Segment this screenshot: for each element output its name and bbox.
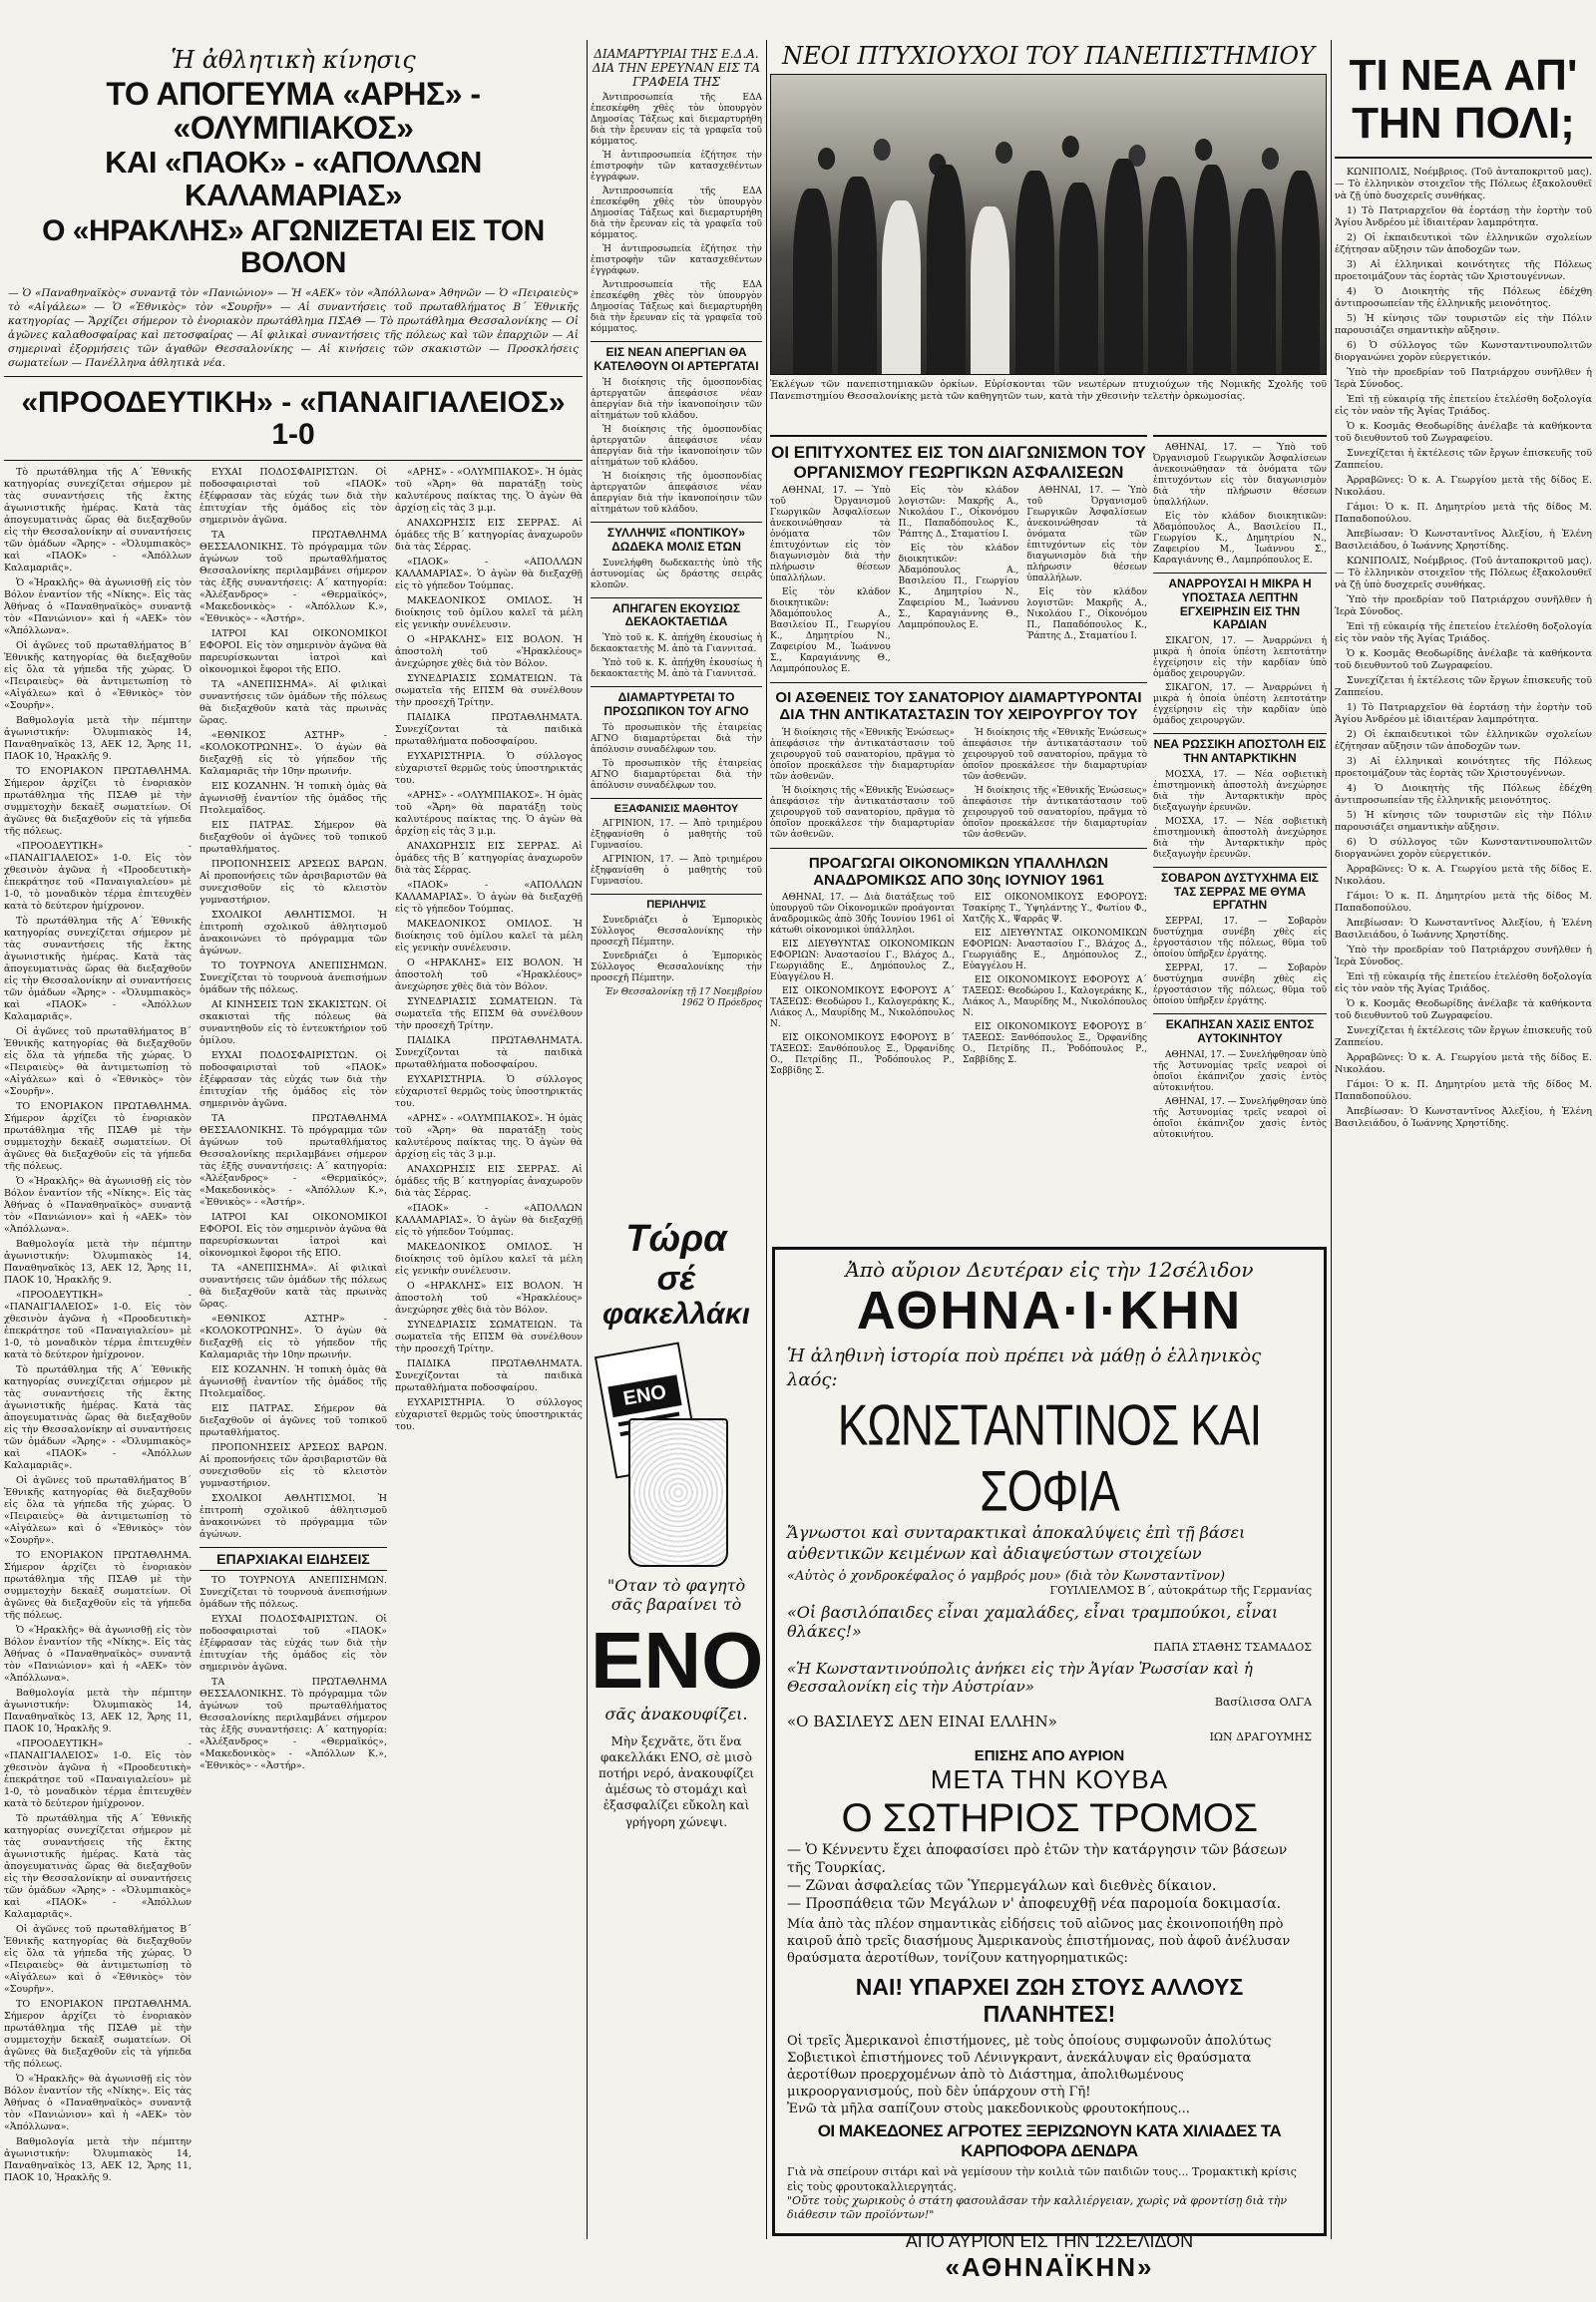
sports-paragraph: Οἱ ἀγῶνες τοῦ πρωταθλήματος Β΄ Ἐθνικῆς κατηγορίας θὰ διεξαχθοῦν εἰς ὅλα τὰ γήπεδα τῆς χώρας. Ὁ «Πειραιεὺς» θὰ ἀντιμετωπίσῃ τὸ «Αἰγάλεω» καὶ ὁ «Ἐθνικὸς» τὸν «Σουρῆν». [4,1475,192,1547]
notice-body: Συνεδριάζει ὁ Ἐμπορικὸς Σύλλογος Θεσσαλονίκης τὴν προσεχῆ Πέμπτην. [591,952,762,984]
promotions-paragraph: ΕΙΣ ΔΙΕΥΘΥΝΤΑΣ ΟΙΚΟΝΟΜΙΚΩΝ ΕΦΟΡΙΩΝ: Ἀναστασίου Γ., Βλάχος Δ., Γεωργιάδης Ε., Δημόπουλος Ζ., Εὐαγγέλου Η. [770,940,955,983]
sanatorium-paragraph: Ἡ διοίκησις τῆς «Ἐθνικῆς Ἑνώσεως» ἀπεφάσισε τὴν ἀντικατάστασιν τοῦ χειρουργοῦ τοῦ σανατορίου, πρᾶγμα τὸ ὁποῖον προεκάλεσε τὴν διαμαρτυρίαν τῶν ἀσθενῶν. [963,785,1147,840]
sports-paragraph: ΣΥΝΕΔΡΙΑΣΙΣ ΣΩΜΑΤΕΙΩΝ. Τὰ σωματεῖα τῆς ΕΠΣΜ θὰ συνέλθουν τὴν προσεχῆ Τρίτην. [395,1320,583,1355]
athinaiki-bottom-paper: «ΑΘΗΝΑΪΚΗΝ» [945,2251,1154,2282]
city-paragraph: Ἐπὶ τῇ εὐκαιρίᾳ τῆς ἐπετείου ἐτελέσθη δοξολογία εἰς τὸν ναὸν τῆς Ἁγίας Τριάδος. [1335,394,1592,418]
sanatorium-paragraph: Ἡ διοίκησις τῆς «Ἐθνικῆς Ἑνώσεως» ἀπεφάσισε τὴν ἀντικατάστασιν τοῦ χειρουργοῦ τοῦ σανατορίου, πρᾶγμα τὸ ὁποῖον προεκάλεσε τὴν διαμαρτυρίαν τῶν ἀσθενῶν. [770,785,955,840]
protest-paragraph: Ἀντιπροσωπεία τῆς ΕΔΑ ἐπεσκέφθη χθὲς τὸν ὑπουργὸν Δημοσίας Τάξεως καὶ διεμαρτυρήθη διὰ τὴν ἔρευναν εἰς τὰ γραφεῖα τοῦ κόμματος. [591,187,762,241]
glass-icon [628,1418,728,1567]
sanatorium-paragraph: Ἡ διοίκησις τῆς «Ἐθνικῆς Ἑνώσεως» ἀπεφάσισε τὴν ἀντικατάστασιν τοῦ χειρουργοῦ τοῦ σανατορίου, πρᾶγμα τὸ ὁποῖον προεκάλεσε τὴν διαμαρτυρίαν τῶν ἀσθενῶν. [770,727,955,782]
insurance-paragraph: Εἰς τὸν κλάδον λογιστῶν: Μακρῆς Α., Νικολάου Γ., Οἰκονόμου Π., Παπαδόπουλος Κ., Ῥάπτης Δ., Σταματίου Ι. [1026,587,1148,642]
missing-student-title: ΕΞΑΦΑΝΙΣΙΣ ΜΑΘΗΤΟΥ [591,798,762,816]
sports-paragraph: ΑΝΑΧΩΡΗΣΙΣ ΕΙΣ ΣΕΡΡΑΣ. Αἱ ὁμάδες τῆς Β΄ κατηγορίας ἀναχωροῦν διὰ τὰς Σέρρας. [395,1164,583,1200]
graduates-section [770,42,1327,433]
promotions-paragraph: ΕΙΣ ΔΙΕΥΘΥΝΤΑΣ ΟΙΚΟΝΟΜΙΚΩΝ ΕΦΟΡΙΩΝ: Ἀναστασίου Γ., Βλάχος Δ., Γεωργιάδης Ε., Δημόπουλος Ζ., Εὐαγγέλου Η. [963,929,1147,972]
sports-paragraph: «ΠΡΟΟΔΕΥΤΙΚΗ» - «ΠΑΝΑΙΓΙΑΛΕΙΟΣ» 1-0. Εἰς τὸν χθεσινὸν ἀγῶνα ἡ «Προοδευτικὴ» ἐπεκράτησε τοῦ «Παναιγιαλείου» μὲ 1-0, τὸ μοναδικὸν τέρμα ἐπιτευχθὲν κατὰ τὸ δεύτερον ἡμίχρονον. [4,1290,192,1361]
insurance-paragraph: Εἰς τὸν κλάδον διοικητικῶν: Ἀδαμόπουλος Α., Βασιλείου Π., Γεωργίου Κ., Δημητρίου Ν., Ζαφειρίου Μ., Ἰωάννου Σ., Καραγιάννης Θ., Λαμπρόπουλος Ε. [898,544,1019,631]
sports-paragraph: Βαθμολογία μετὰ τὴν πέμπτην ἀγωνιστικήν: Ὀλυμπιακὸς 14, Παναθηναϊκὸς 13, ΑΕΚ 12, Ἄρης 11, ΠΑΟΚ 10, Ἡρακλῆς 9. [4,1239,192,1287]
athinaiki-quote-4: «Ο ΒΑΣΙΛΕΥΣ ΔΕΝ ΕΙΝΑΙ ΕΛΛΗΝ» [787,1712,1057,1730]
eno-small-text: Μὴν ξεχνᾶτε, ὅτι ἕνα φακελλάκι ENO, σὲ μισὸ ποτήρι νερό, ἀνακουφίζει ἀμέσως τὸ στομάχι καὶ ἐξασφαλίζει εὔκολη καὶ γρήγορη χώνεψι. [598,1733,754,1829]
sports-col-3 [395,467,583,2302]
car-title: ΕΚΑΠΗΣΑΝ ΧΑΣΙΣ ΕΝΤΟΣ ΑΥΤΟΚΙΝΗΤΟΥ [1153,1013,1327,1046]
protest-title: ΔΙΑΜΑΡΤΥΡΙΑΙ ΤΗΣ Ε.Δ.Α. ΔΙΑ ΤΗΝ ΕΡΕΥΝΑΝ ΕΙΣ ΤΑ ΓΡΑΦΕΙΑ ΤΗΣ [592,47,761,89]
athinaiki-terror-6: Ἐνῶ τὰ μῆλα σαπίζουν στοὺς μακεδονικοὺς φρουτοκήπους... [787,2101,1190,2116]
city-column-title: ΤΙ ΝΕΑ ΑΠ' ΤΗΝ ΠΟΛΙ; [1335,42,1592,159]
sports-paragraph: Τὸ πρωτάθλημα τῆς Α΄ Ἐθνικῆς κατηγορίας συνεχίζεται σήμερον μὲ τὰς συναντήσεις τῆς ἕκτης ἀγωνιστικῆς ἡμέρας. Κατὰ τὰς ἀπογευματινὰς ὥρας θὰ διεξαχθοῦν εἰς τὴν Θεσσαλονίκην αἱ συναντήσεις τῶν ὁμάδων «Ἄρης» - «Ὀλυμπιακὸς» καὶ «ΠΑΟΚ» - «Ἀπόλλων Καλαμαριᾶς». [4,1364,192,1472]
sports-paragraph: ΕΥΧΑΙ ΠΟΔΟΣΦΑΙΡΙΣΤΩΝ. Οἱ ποδοσφαιρισταὶ τοῦ «ΠΑΟΚ» ἐξέφρασαν τὰς εὐχάς των διὰ τὴν ἐπιτυχίαν τῆς ὁμάδος εἰς τὸν σημερινὸν ἀγῶνα. [200,1614,387,1674]
insurance-paragraph: ΑΘΗΝΑΙ, 17. — Ὑπὸ τοῦ Ὀργανισμοῦ Γεωργικῶν Ἀσφαλίσεων ἀνεκοινώθησαν τὰ ὀνόματα τῶν ἐπιτυχόντων εἰς τὸν διαγωνισμὸν διὰ τὴν πλήρωσιν θέσεων ὑπαλλήλων. [1153,443,1327,508]
city-paragraph: 2) Οἱ ἐκπαιδευτικοὶ τῶν ἑλληνικῶν σχολείων ἐζήτησαν αὔξησιν τῶν ἀποδοχῶν των. [1335,232,1592,256]
short-news-column [591,44,762,1211]
sports-columns [4,467,583,2302]
city-paragraph: ΚΩΝΙΠΟΛΙΣ, Νοέμβριος. (Τοῦ ἀνταποκριτοῦ μας). — Τὸ ἑλληνικὸν στοιχεῖον τῆς Πόλεως ἐξακολουθεῖ νὰ ζῇ ὑπὸ δυσχερεῖς συνθήκας. [1335,167,1592,202]
eno-slogan: "Οταν τὸ φαγητὸ σᾶς βαραίνει τὸ [606,1576,746,1615]
notice-title: ΠΕΡΙΛΗΨΙΣ [591,894,762,912]
sports-paragraph: Ὁ «Ἡρακλῆς» θὰ ἀγωνισθῇ εἰς τὸν Βόλον ἐναντίον τῆς «Νίκης». Εἰς τὰς Ἀθήνας ὁ «Παναθηναϊκὸς» συναντᾷ τὸν «Πανιώνιον» καὶ ἡ «ΑΕΚ» τὸν «Ἀπόλλωνα». [4,2074,192,2133]
city-paragraph: Συνεχίζεται ἡ ἐκτέλεσις τῶν ἔργων ἐπισκευῆς τοῦ Ζαππείου. [1335,448,1592,472]
sports-paragraph: Βαθμολογία μετὰ τὴν πέμπτην ἀγωνιστικήν: Ὀλυμπιακὸς 14, Παναθηναϊκὸς 13, ΑΕΚ 12, Ἄρης 11, ΠΑΟΚ 10, Ἡρακλῆς 9. [4,715,192,763]
sports-paragraph: ΜΑΚΕΔΟΝΙΚΟΣ ΟΜΙΛΟΣ. Ἡ διοίκησις τοῦ ὁμίλου καλεῖ τὰ μέλη εἰς γενικὴν συνέλευσιν. [395,1242,583,1278]
sports-paragraph: «ΑΡΗΣ» - «ΟΛΥΜΠΙΑΚΟΣ». Ἡ ὁμὰς τοῦ «Ἄρη» θὰ παρατάξῃ τοὺς καλυτέρους παίκτας της. Ὁ ἀγὼν θὰ ἀρχίσῃ εἰς τὰς 3 μ.μ. [395,467,583,515]
sports-paragraph: ΑΙ ΚΙΝΗΣΕΙΣ ΤΩΝ ΣΚΑΚΙΣΤΩΝ. Οἱ σκακισταὶ τῆς πόλεως θὰ συναντηθοῦν εἰς τὸ ἐντευκτήριον τοῦ ὁμίλου. [200,999,387,1047]
sports-paragraph: ΕΙΣ ΠΑΤΡΑΣ. Σήμερον θὰ διεξαχθοῦν οἱ ἀγῶνες τοῦ τοπικοῦ πρωταθλήματος. [200,1403,387,1439]
sports-paragraph: «ΕΘΝΙΚΟΣ ΑΣΤΗΡ» - «ΚΟΛΟΚΟΤΡΩΝΗΣ». Ὁ ἀγὼν θὰ διεξαχθῇ εἰς τὸ γήπεδον τῆς Καλαμαριᾶς τὴν 10ην πρωινήν. [200,1314,387,1361]
sports-paragraph: ΕΥΧΑΙ ΠΟΔΟΣΦΑΙΡΙΣΤΩΝ. Οἱ ποδοσφαιρισταὶ τοῦ «ΠΑΟΚ» ἐξέφρασαν τὰς εὐχάς των διὰ τὴν ἐπιτυχίαν τῆς ὁμάδος εἰς τὸν σημερινὸν ἀγῶνα. [200,467,387,527]
city-paragraph: Ἀρραβῶνες: Ὁ κ. Α. Γεωργίου μετὰ τῆς δίδος Ε. Νικολάου. [1335,1052,1592,1076]
promotions-paragraph: ΕΙΣ ΟΙΚΟΝΟΜΙΚΟΥΣ ΕΦΟΡΟΥΣ Α΄ ΤΑΞΕΩΣ: Θεοδώρου Ι., Καλογεράκης Κ., Λιάκος Λ., Μαυρίδης Μ., Νικολόπουλος Ν. [770,986,955,1030]
athinaiki-terror-7: Γιὰ νὰ σπείρουν σιτάρι καὶ νὰ γεμίσουν τὴν κοιλιὰ τῶν παιδιῶν τους... Τρομακτικὴ κρίσις εἰς τοὺς φρουτοκαλλιεργητάς. [787,2165,1297,2193]
sports-paragraph: Βαθμολογία μετὰ τὴν πέμπτην ἀγωνιστικήν: Ὀλυμπιακὸς 14, Παναθηναϊκὸς 13, ΑΕΚ 12, Ἄρης 11, ΠΑΟΚ 10, Ἡρακλῆς 9. [4,1688,192,1735]
car-body: ΑΘΗΝΑΙ, 17. — Συνελήφθησαν ὑπὸ τῆς Ἀστυνομίας τρεῖς νεαροὶ οἱ ὁποῖοι ἐκάπνιζον χασὶς ἐντὸς αὐτοκινήτου. [1153,1049,1327,1093]
sports-paragraph: Τὸ πρωτάθλημα τῆς Α΄ Ἐθνικῆς κατηγορίας συνεχίζεται σήμερον μὲ τὰς συναντήσεις τῆς ἕκτης ἀγωνιστικῆς ἡμέρας. Κατὰ τὰς ἀπογευματινὰς ὥρας θὰ διεξαχθοῦν εἰς τὴν Θεσσαλονίκην αἱ συναντήσεις τῶν ὁμάδων «Ἄρης» - «Ὀλυμπιακὸς» καὶ «ΠΑΟΚ» - «Ἀπόλλων Καλαμαριᾶς». [4,1813,192,1921]
sports-paragraph: Ὁ «Ἡρακλῆς» θὰ ἀγωνισθῇ εἰς τὸν Βόλον ἐναντίον τῆς «Νίκης». Εἰς τὰς Ἀθήνας ὁ «Παναθηναϊκὸς» συναντᾷ τὸν «Πανιώνιον» καὶ ἡ «ΑΕΚ» τὸν «Ἀπόλλωνα». [4,577,192,637]
bakers-strike-body: Ἡ διοίκησις τῆς ὁμοσπονδίας ἀρτεργατῶν ἀπεφάσισε νέαν ἀπεργίαν διὰ τὴν ἱκανοποίησιν τῶν αἰτημάτων τοῦ κλάδου. [591,424,762,468]
sports-headline-4: «ΠΡΟΟΔΕΥΤΙΚΗ» - «ΠΑΝΑΙΓΙΑΛΕΙΟΣ» 1-0 [21,386,566,451]
athinaiki-terror-2: — Ζῶναι ἀσφαλείας τῶν Ὑπερμεγάλων καὶ διεθνὲς δίκαιον. [787,1877,1217,1894]
sports-paragraph: «ΑΡΗΣ» - «ΟΛΥΜΠΙΑΚΟΣ». Ἡ ὁμὰς τοῦ «Ἄρη» θὰ παρατάξῃ τοὺς καλυτέρους παίκτας της. Ὁ ἀγὼν θὰ ἀρχίσῃ εἰς τὰς 3 μ.μ. [395,790,583,838]
city-paragraph: Ὑπὸ τὴν προεδρίαν τοῦ Πατριάρχου συνῆλθεν ἡ Ἱερὰ Σύνοδος. [1335,594,1592,618]
sports-paragraph: ΕΙΣ ΚΟΖΑΝΗΝ. Ἡ τοπικὴ ὁμὰς θὰ ἀγωνισθῇ ἐναντίον τῆς ὁμάδος τῆς Πτολεμαΐδος. [200,1364,387,1400]
sports-paragraph: ΕΙΣ ΠΑΤΡΑΣ. Σήμερον θὰ διεξαχθοῦν οἱ ἀγῶνες τοῦ τοπικοῦ πρωταθλήματος. [200,820,387,856]
promotions-paragraph: ΕΙΣ ΟΙΚΟΝΟΜΙΚΟΥΣ ΕΦΟΡΟΥΣ: Τσακίρης Τ., Ὑψηλάντης Υ., Φωτίου Φ., Χατζῆς Χ., Ψαρρᾶς Ψ. [963,893,1147,926]
athinaiki-bottom: ΑΠΟ ΑΥΡΙΟΝ ΕΙΣ ΤΗΝ 12ΣΕΛΙΔΟΝ [905,2230,1194,2251]
city-paragraph: Ἐπὶ τῇ εὐκαιρίᾳ τῆς ἐπετείου ἐτελέσθη δοξολογία εἰς τὸν ναὸν τῆς Ἁγίας Τριάδος. [1335,621,1592,645]
promotions-title: ΠΡΟΑΓΩΓΑΙ ΟΙΚΟΝΟΜΙΚΩΝ ΥΠΑΛΛΗΛΩΝ ΑΝΑΔΡΟΜΙΚΩΣ ΑΠΟ 30ης ΙΟΥΝΙΟΥ 1961 [808,854,1109,889]
car-body: ΑΘΗΝΑΙ, 17. — Συνελήφθησαν ὑπὸ τῆς Ἀστυνομίας τρεῖς νεαροὶ οἱ ὁποῖοι ἐκάπνιζον χασὶς ἐντὸς αὐτοκινήτου. [1153,1096,1327,1140]
city-paragraph: Ἐπὶ τῇ εὐκαιρίᾳ τῆς ἐπετείου ἐτελέσθη δοξολογία εἰς τὸν ναὸν τῆς Ἁγίας Τριάδος. [1335,971,1592,995]
missing-student-body: ΑΓΡΙΝΙΟΝ, 17. — Ἀπὸ τριημέρου ἐξηφανίσθη ὁ μαθητὴς τοῦ Γυμνασίου. [591,855,762,888]
sports-headline-3: Ο «ΗΡΑΚΛΗΣ» ΑΓΩΝΙΖΕΤΑΙ ΕΙΣ ΤΟΝ ΒΟΛΟΝ [42,214,545,279]
sports-paragraph: «ΠΡΟΟΔΕΥΤΙΚΗ» - «ΠΑΝΑΙΓΙΑΛΕΙΟΣ» 1-0. Εἰς τὸν χθεσινὸν ἀγῶνα ἡ «Προοδευτικὴ» ἐπεκράτησε τοῦ «Παναιγιαλείου» μὲ 1-0, τὸ μοναδικὸν τέρμα ἐπιτευχθὲν κατὰ τὸ δεύτερον ἡμίχρονον. [4,841,192,913]
city-paragraph: Ὁ κ. Κοσμᾶς Θεοδωρίδης ἀνέλαβε τὰ καθήκοντα τοῦ διευθυντοῦ τοῦ Ζωγραφείου. [1335,421,1592,445]
sports-paragraph: ΣΥΝΕΔΡΙΑΣΙΣ ΣΩΜΑΤΕΙΩΝ. Τὰ σωματεῖα τῆς ΕΠΣΜ θὰ συνέλθουν τὴν προσεχῆ Τρίτην. [395,996,583,1032]
antarctic-body: ΜΟΣΧΑ, 17. — Νέα σοβιετικὴ ἐπιστημονικὴ ἀποστολὴ ἀνεχώρησε διὰ τὴν Ἀνταρκτικὴν πρὸς διεξαγωγὴν ἐρευνῶν. [1153,769,1327,813]
sports-paragraph: ΤΑ «ΑΝΕΠΙΣΗΜΑ». Αἱ φιλικαὶ συναντήσεις τῶν ὁμάδων τῆς πόλεως θὰ διεξαχθοῦν κατὰ τὰς πρωινὰς ὥρας. [200,679,387,727]
protest-paragraph: Ἀντιπροσωπεία τῆς ΕΔΑ ἐπεσκέφθη χθὲς τὸν ὑπουργὸν Δημοσίας Τάξεως καὶ διεμαρτυρήθη διὰ τὴν ἔρευναν εἰς τὰ γραφεῖα τοῦ κόμματος. [591,280,762,335]
abduction-body: Ὑπὸ τοῦ κ. Κ. ἀπήχθη ἑκουσίως ἡ δεκαοκταετὴς Μ. ἀπὸ τὰ Γιαννιτσά. [591,633,762,655]
insurance-paragraph: Εἰς τὸν κλάδον διοικητικῶν: Ἀδαμόπουλος Α., Βασιλείου Π., Γεωργίου Κ., Δημητρίου Ν., Ζαφειρίου Μ., Ἰωάννου Σ., Καραγιάννης Θ., Λαμπρόπουλος Ε. [770,587,891,675]
bakers-strike-title: ΕΙΣ ΝΕΑΝ ΑΠΕΡΓΙΑΝ ΘΑ ΚΑΤΕΛΘΟΥΝ ΟΙ ΑΡΤΕΡΓΑΤΑΙ [591,341,762,374]
eno-advertisement [591,1219,762,2236]
city-paragraph: 4) Ὁ Διοικητὴς τῆς Πόλεως ἐδέχθη ἀντιπροσωπείαν τῆς ἑλληνικῆς μειονότητος. [1335,286,1592,310]
city-paragraph: 1) Τὸ Πατριαρχεῖον θὰ ἑορτάσῃ τὴν ἑορτὴν τοῦ Ἁγίου Ἀνδρέου μὲ ἰδιαιτέραν λαμπρότητα. [1335,702,1592,726]
city-paragraph: Ἀπεβίωσαν: Ὁ Κωνσταντῖνος Ἀλεξίου, ἡ Ἑλένη Βασιλειάδου, ὁ Ἰωάννης Χρηστίδης. [1335,529,1592,553]
city-paragraph: Συνεχίζεται ἡ ἐκτέλεσις τῶν ἔργων ἐπισκευῆς τοῦ Ζαππείου. [1335,1025,1592,1049]
city-column [1335,42,1592,2236]
city-paragraph: Ὑπὸ τὴν προεδρίαν τοῦ Πατριάρχου συνῆλθεν ἡ Ἱερὰ Σύνοδος. [1335,367,1592,391]
sports-paragraph: Οἱ ἀγῶνες τοῦ πρωταθλήματος Β΄ Ἐθνικῆς κατηγορίας θὰ διεξαχθοῦν εἰς ὅλα τὰ γήπεδα τῆς χώρας. Ὁ «Πειραιεὺς» θὰ ἀντιμετωπίσῃ τὸ «Αἰγάλεω» καὶ ὁ «Ἐθνικὸς» τὸν «Σουρῆν». [4,1924,192,1996]
promotions-paragraph: ΕΙΣ ΟΙΚΟΝΟΜΙΚΟΥΣ ΕΦΟΡΟΥΣ Β΄ ΤΑΞΕΩΣ: Ξανθόπουλος Ξ., Ὀρφανίδης Ο., Πετρίδης Π., Ῥοδόπουλος Ρ., Σαββίδης Σ. [770,1033,955,1077]
notice-body: Συνεδριάζει ὁ Ἐμπορικὸς Σύλλογος Θεσσαλονίκης τὴν προσεχῆ Πέμπτην. [591,916,762,949]
eno-fakelaki: φακελλάκι [602,1298,750,1332]
sports-paragraph: ΕΥΧΑΡΙΣΤΗΡΙΑ. Ὁ σύλλογος εὐχαριστεῖ θερμῶς τοὺς ὑποστηρικτάς του. [395,1397,583,1433]
bakers-strike-body: Ἡ διοίκησις τῆς ὁμοσπονδίας ἀρτεργατῶν ἀπεφάσισε νέαν ἀπεργίαν διὰ τὴν ἱκανοποίησιν τῶν αἰτημάτων τοῦ κλάδου. [591,471,762,515]
athinaiki-paper: ΑΘΗΝΑ·Ι·ΚΗΝ [856,1281,1243,1341]
serres-body: ΣΕΡΡΑΙ, 17. — Σοβαρὸν δυστύχημα συνέβη χθὲς εἰς ἐργοστάσιον τῆς πόλεως, θῦμα τοῦ ὁποίου ὑπῆρξεν ἐργάτης. [1153,917,1327,960]
pontiko-title: ΣΥΛΛΗΨΙΣ «ΠΟΝΤΙΚΟΥ» ΔΩΔΕΚΑ ΜΟΛΙΣ ΕΤΩΝ [591,522,762,555]
city-paragraph: Γάμοι: Ὁ κ. Π. Δημητρίου μετὰ τῆς δίδος Μ. Παπαδοπούλου. [1335,502,1592,526]
sports-paragraph: ΑΝΑΧΩΡΗΣΙΣ ΕΙΣ ΣΕΡΡΑΣ. Αἱ ὁμάδες τῆς Β΄ κατηγορίας ἀναχωροῦν διὰ τὰς Σέρρας. [395,841,583,877]
city-paragraph: 1) Τὸ Πατριαρχεῖον θὰ ἑορτάσῃ τὴν ἑορτὴν τοῦ Ἁγίου Ἀνδρέου μὲ ἰδιαιτέραν λαμπρότητα. [1335,205,1592,229]
sports-paragraph: ΠΑΙΔΙΚΑ ΠΡΩΤΑΘΛΗΜΑΤΑ. Συνεχίζονται τὰ παιδικὰ πρωταθλήματα ποδοσφαίρου. [395,1358,583,1394]
athinaiki-terror-4: Μία ἀπὸ τὰς πλέον σημαντικὰς εἰδήσεις τοῦ αἰῶνος μας ἐκοινοποιήθη πρὸ καιροῦ ἀπὸ τρεῖς διασήμους Ἀμερικανοὺς ἐπιστήμονας, ποὺ ἀφοῦ ἀνέλυσαν θραύσματα ἀεροτίθων, τονίζουν κατηγορηματικῶς: [787,1917,1291,1967]
athinaiki-terror: Ο ΣΩΤΗΡΙΟΣ ΤΡΟΜΟΣ [841,1795,1258,1840]
insurance-paragraph: Εἰς τὸν κλάδον διοικητικῶν: Ἀδαμόπουλος Α., Βασιλείου Π., Γεωργίου Κ., Δημητρίου Ν., Ζαφειρίου Μ., Ἰωάννου Σ., Καραγιάννης Θ., Λαμπρόπουλος Ε. [1153,512,1327,566]
insurance-paragraph: Εἰς τὸν κλάδον λογιστῶν: Μακρῆς Α., Νικολάου Γ., Οἰκονόμου Π., Παπαδόπουλος Κ., Ῥάπτης Δ., Σταματίου Ι. [898,486,1019,541]
sports-paragraph: «ΠΡΟΟΔΕΥΤΙΚΗ» - «ΠΑΝΑΙΓΙΑΛΕΙΟΣ» 1-0. Εἰς τὸν χθεσινὸν ἀγῶνα ἡ «Προοδευτικὴ» ἐπεκράτησε τοῦ «Παναιγιαλείου» μὲ 1-0, τὸ μοναδικὸν τέρμα ἐπιτευχθὲν κατὰ τὸ δεύτερον ἡμίχρονον. [4,1738,192,1810]
sports-col-2 [200,467,387,2302]
city-paragraph: 6) Ὁ σύλλογος τῶν Κωνσταντινουπολιτῶν διοργανώνει χορὸν εὐεργετικόν. [1335,837,1592,861]
sports-headline-1: ΤΟ ΑΠΟΓΕΥΜΑ «ΑΡΗΣ» - «ΟΛΥΜΠΙΑΚΟΣ» [106,76,481,146]
sanatorium-paragraph: Ἡ διοίκησις τῆς «Ἐθνικῆς Ἑνώσεως» ἀπεφάσισε τὴν ἀντικατάστασιν τοῦ χειρουργοῦ τοῦ σανατορίου, πρᾶγμα τὸ ὁποῖον προεκάλεσε τὴν διαμαρτυρίαν τῶν ἀσθενῶν. [963,727,1147,782]
antarctic-body: ΜΟΣΧΑ, 17. — Νέα σοβιετικὴ ἐπιστημονικὴ ἀποστολὴ ἀνεχώρησε διὰ τὴν Ἀνταρκτικὴν πρὸς διεξαγωγὴν ἐρευνῶν. [1153,816,1327,860]
city-paragraph: Ὑπὸ τὴν προεδρίαν τοῦ Πατριάρχου συνῆλθεν ἡ Ἱερὰ Σύνοδος. [1335,945,1592,968]
graduates-photo [770,74,1327,375]
sports-paragraph: ΕΥΧΑΙ ΠΟΔΟΣΦΑΙΡΙΣΤΩΝ. Οἱ ποδοσφαιρισταὶ τοῦ «ΠΑΟΚ» ἐξέφρασαν τὰς εὐχάς των διὰ τὴν ἐπιτυχίαν τῆς ὁμάδος εἰς τὸν σημερινὸν ἀγῶνα. [200,1050,387,1110]
athinaiki-life: ΝΑΙ! ΥΠΑΡΧΕΙ ΖΩΗ ΣΤΟΥΣ ΑΛΛΟΥΣ ΠΛΑΝΗΤΕΣ! [855,1973,1244,2027]
insurance-paragraph: ΑΘΗΝΑΙ, 17. — Ὑπὸ τοῦ Ὀργανισμοῦ Γεωργικῶν Ἀσφαλίσεων ἀνεκοινώθησαν τὰ ὀνόματα τῶν ἐπιτυχόντων εἰς τὸν διαγωνισμὸν διὰ τὴν πλήρωσιν θέσεων ὑπαλλήλων. [1026,486,1148,584]
athinaiki-terror-8: "Οὔτε τοὺς χωρικοὺς ὁ στάτη φασουλᾶσαν τὴν καλλιέργειαν, χωρὶς νὰ φροντίσῃ διὰ τὴν διάθεσιν τῶν προϊόντων!" [787,2194,1288,2222]
city-paragraph: Ἀπεβίωσαν: Ὁ Κωνσταντῖνος Ἀλεξίου, ἡ Ἑλένη Βασιλειάδου, ὁ Ἰωάννης Χρηστίδης. [1335,1106,1592,1130]
insurance-paragraph: ΑΘΗΝΑΙ, 17. — Ὑπὸ τοῦ Ὀργανισμοῦ Γεωργικῶν Ἀσφαλίσεων ἀνεκοινώθησαν τὰ ὀνόματα τῶν ἐπιτυχόντων εἰς τὸν διαγωνισμὸν διὰ τὴν πλήρωσιν θέσεων ὑπαλλήλων. [770,486,891,584]
right-mid-news [1153,435,1327,1233]
serres-title: ΣΟΒΑΡΟΝ ΔΥΣΤΥΧΗΜΑ ΕΙΣ ΤΑΣ ΣΕΡΡΑΣ ΜΕ ΘΥΜΑ ΕΡΓΑΤΗΝ [1153,867,1327,913]
sports-paragraph: ΕΥΧΑΡΙΣΤΗΡΙΑ. Ὁ σύλλογος εὐχαριστεῖ θερμῶς τοὺς ὑποστηρικτάς του. [395,1074,583,1110]
sports-paragraph: ΑΝΑΧΩΡΗΣΙΣ ΕΙΣ ΣΕΡΡΑΣ. Αἱ ὁμάδες τῆς Β΄ κατηγορίας ἀναχωροῦν διὰ τὰς Σέρρας. [395,518,583,554]
athinaiki-quote-4-by: ΙΩΝ ΔΡΑΓΟΥΜΗΣ [1209,1729,1312,1743]
bakers-strike-body: Ἡ διοίκησις τῆς ὁμοσπονδίας ἀρτεργατῶν ἀπεφάσισε νέαν ἀπεργίαν διὰ τὴν ἱκανοποίησιν τῶν αἰτημάτων τοῦ κλάδου. [591,377,762,421]
promotions-paragraph: ΑΘΗΝΑΙ, 17. — Διὰ διατάξεως τοῦ ὑπουργοῦ τῶν Οἰκονομικῶν προάγονται ἀναδρομικῶς ἀπὸ 30ῆς Ἰουνίου 1961 οἱ κάτωθι οἰκονομικοὶ ὑπάλληλοι. [770,893,955,937]
sports-paragraph: ΠΡΟΠΟΝΗΣΕΙΣ ΑΡΣΕΩΣ ΒΑΡΩΝ. Αἱ προπονήσεις τῶν ἀρσιβαριστῶν θὰ συνεχισθοῦν εἰς τὸ κλειστὸν γυμναστήριον. [200,859,387,907]
sports-paragraph: ΤΑ ΠΡΩΤΑΘΛΗΜΑ ΘΕΣΣΑΛΟΝΙΚΗΣ. Τὸ πρόγραμμα τῶν ἀγώνων τοῦ πρωταθλήματος Θεσσαλονίκης περιλαμβάνει σήμερον τὰς ἑξῆς συναντήσεις: Α΄ κατηγορία: «Ἀλέξανδρος» - «Θερμαϊκός», «Μακεδονικὸς» - «Ἀπόλλων Κ.», «Ἐθνικὸς» - «Ἀστήρ». [200,1677,387,1772]
mini-title: ΑΝΑΡΡΟΥΣΑΙ Η ΜΙΚΡΑ Η ΥΠΟΣΤΑΣΑ ΛΕΠΤΗΝ ΕΓΧΕΙΡΗΣΙΝ ΕΙΣ ΤΗΝ ΚΑΡΔΙΑΝ [1153,573,1327,632]
city-paragraph: ΚΩΝΙΠΟΛΙΣ, Νοέμβριος. (Τοῦ ἀνταποκριτοῦ μας). — Τὸ ἑλληνικὸν στοιχεῖον τῆς Πόλεως ἐξακολουθεῖ νὰ ζῇ ὑπὸ δυσχερεῖς συνθήκας. [1335,556,1592,591]
city-paragraph: Ἀρραβῶνες: Ὁ κ. Α. Γεωργίου μετὰ τῆς δίδος Ε. Νικολάου. [1335,475,1592,499]
sports-col-1 [4,467,192,2302]
promotions-paragraph: ΕΙΣ ΟΙΚΟΝΟΜΙΚΟΥΣ ΕΦΟΡΟΥΣ Β΄ ΤΑΞΕΩΣ: Ξανθόπουλος Ξ., Ὀρφανίδης Ο., Πετρίδης Π., Ῥοδόπουλος Ρ., Σαββίδης Σ. [963,1022,1147,1066]
sports-paragraph: ΜΑΚΕΔΟΝΙΚΟΣ ΟΜΙΛΟΣ. Ἡ διοίκησις τοῦ ὁμίλου καλεῖ τὰ μέλη εἰς γενικὴν συνέλευσιν. [395,595,583,631]
eno-package-brand: ENO [607,1375,681,1418]
sports-paragraph: ΙΑΤΡΟΙ ΚΑΙ ΟΙΚΟΝΟΜΙΚΟΙ ΕΦΟΡΟΙ. Εἰς τὸν σημερινὸν ἀγῶνα θὰ παρευρίσκωνται ἰατροὶ καὶ οἰκονομικοὶ ἔφοροι τῆς ΕΠΟ. [200,1212,387,1260]
abduction-title: ΑΠΗΓΑΓΕΝ ΕΚΟΥΣΙΩΣ ΔΕΚΑΟΚΤΑΕΤΙΔΑ [591,597,762,630]
sports-paragraph: ΣΧΟΛΙΚΟΙ ΑΘΛΗΤΙΣΜΟΙ. Ἡ ἐπιτροπὴ σχολικοῦ ἀθλητισμοῦ ἀνακοινώνει τὸ πρόγραμμα τῶν ἀγώνων. [200,1493,387,1541]
graduates-caption: Ἐκλέγων τῶν πανεπιστημιακῶν ὁρκίων. Εὑρίσκονται τῶν νεωτέρων πτυχιούχων τῆς Νομικῆς Σχολῆς τοῦ Πανεπιστημίου Θεσσαλονίκης μετὰ τῶν καθηγητῶν των, κατὰ τὴν χθεσινὴν τελετὴν ὁρκωμοσίας. [770,379,1327,402]
notice-sign: Ἐν Θεσσαλονίκῃ τῇ 17 Νοεμβρίου 1962 Ὁ Πρόεδρος [604,987,762,1009]
eno-relief: σᾶς ἀνακουφίζει. [604,1704,748,1724]
city-paragraph: Γάμοι: Ὁ κ. Π. Δημητρίου μετὰ τῆς δίδος Μ. Παπαδοπούλου. [1335,891,1592,915]
city-paragraph: Συνεχίζεται ἡ ἐκτέλεσις τῶν ἔργων ἐπισκευῆς τοῦ Ζαππείου. [1335,675,1592,699]
protest-paragraph: Ἀντιπροσωπεία τῆς ΕΔΑ ἐπεσκέφθη χθὲς τὸν ὑπουργὸν Δημοσίας Τάξεως καὶ διεμαρτυρήθη διὰ τὴν ἔρευναν εἰς τὰ γραφεῖα τοῦ κόμματος. [591,93,762,148]
missing-student-body: ΑΓΡΙΝΙΟΝ, 17. — Ἀπὸ τριημέρου ἐξηφανίσθη ὁ μαθητὴς τοῦ Γυμνασίου. [591,819,762,852]
city-paragraph: Ἀπεβίωσαν: Ὁ Κωνσταντῖνος Ἀλεξίου, ἡ Ἑλένη Βασιλειάδου, ὁ Ἰωάννης Χρηστίδης. [1335,918,1592,942]
sports-paragraph: Οἱ ἀγῶνες τοῦ πρωταθλήματος Β΄ Ἐθνικῆς κατηγορίας θὰ διεξαχθοῦν εἰς ὅλα τὰ γήπεδα τῆς χώρας. Ὁ «Πειραιεὺς» θὰ ἀντιμετωπίσῃ τὸ «Αἰγάλεω» καὶ ὁ «Ἐθνικὸς» τὸν «Σουρῆν». [4,1026,192,1098]
athinaiki-quote-2-by: ΠΑΠΑ ΣΤΑΘΗΣ ΤΣΑΜΑΔΟΣ [1153,1640,1312,1654]
sports-paragraph: ΠΑΙΔΙΚΑ ΠΡΩΤΑΘΛΗΜΑΤΑ. Συνεχίζονται τὰ παιδικὰ πρωταθλήματα ποδοσφαίρου. [395,712,583,748]
sports-paragraph: «ΠΑΟΚ» - «ΑΠΟΛΛΩΝ ΚΑΛΑΜΑΡΙΑΣ». Ὁ ἀγὼν θὰ διεξαχθῇ εἰς τὸ γήπεδον Τούμπας. [395,880,583,916]
athinaiki-terror-1: — Ὁ Κέννεντυ ἔχει ἀποφασίσει πρὸ ἐτῶν τὴν κατάργησιν τῶν βάσεων τῆς Τουρκίας. [787,1841,1288,1876]
sports-kicker: Ἡ ἀθλητικὴ κίνησις [171,46,416,74]
athinaiki-quote-1: «Αὐτὸς ὁ χονδροκέφαλος ὁ γαμβρός μου» (διὰ τὸν Κωνσταντῖνον) [787,1568,1225,1584]
sports-paragraph: Τὸ πρωτάθλημα τῆς Α΄ Ἐθνικῆς κατηγορίας συνεχίζεται σήμερον μὲ τὰς συναντήσεις τῆς ἕκτης ἀγωνιστικῆς ἡμέρας. Κατὰ τὰς ἀπογευματινὰς ὥρας θὰ διεξαχθοῦν εἰς τὴν Θεσσαλονίκην αἱ συναντήσεις τῶν ὁμάδων «Ἄρης» - «Ὀλυμπιακὸς» καὶ «ΠΑΟΚ» - «Ἀπόλλων Καλαμαριᾶς». [4,916,192,1023]
graduates-title: ΝΕΟΙ ΠΤΥΧΙΟΥΧΟΙ ΤΟΥ ΠΑΝΕΠΙΣΤΗΜΙΟΥ [782,42,1315,70]
agno-body: Τὸ προσωπικὸν τῆς ἑταιρείας ΑΓΝΟ διαμαρτύρεται διὰ τὴν ἀπόλυσιν συναδέλφων του. [591,722,762,755]
sports-headline-2: ΚΑΙ «ΠΑΟΚ» - «ΑΠΟΛΛΩΝ ΚΑΛΑΜΑΡΙΑΣ» [105,145,482,212]
sports-paragraph: ΤΟ ΕΝΟΡΙΑΚΟΝ ΠΡΩΤΑΘΛΗΜΑ. Σήμερον ἀρχίζει τὸ ἐνοριακὸν πρωτάθλημα τῆς ΠΣΑΘ μὲ τὴν συμμετοχὴν δεκαὲξ σωματείων. Οἱ ἀγῶνες θὰ διεξαχθοῦν εἰς τὰ γήπεδα τῆς πόλεως. [4,1999,192,2071]
city-paragraph: 3) Αἱ ἑλληνικαὶ κοινότητες τῆς Πόλεως προετοιμάζουν τὰς ἑορτὰς τῶν Χριστουγέννων. [1335,756,1592,780]
sports-paragraph: ΙΑΤΡΟΙ ΚΑΙ ΟΙΚΟΝΟΜΙΚΟΙ ΕΦΟΡΟΙ. Εἰς τὸν σημερινὸν ἀγῶνα θὰ παρευρίσκωνται ἰατροὶ καὶ οἰκονομικοὶ ἔφοροι τῆς ΕΠΟ. [200,628,387,676]
pontiko-body: Συνελήφθη δωδεκαετὴς ὑπὸ τῆς ἀστυνομίας ὡς δράστης σειρᾶς κλοπῶν. [591,558,762,590]
sports-paragraph: ΤΟ ΕΝΟΡΙΑΚΟΝ ΠΡΩΤΑΘΛΗΜΑ. Σήμερον ἀρχίζει τὸ ἐνοριακὸν πρωτάθλημα τῆς ΠΣΑΘ μὲ τὴν συμμετοχὴν δεκαὲξ σωματείων. Οἱ ἀγῶνες θὰ διεξαχθοῦν εἰς τὰ γήπεδα τῆς πόλεως. [4,1101,192,1173]
sports-paragraph: ΤΟ ΤΟΥΡΝΟΥΑ ΑΝΕΠΙΣΗΜΩΝ. Συνεχίζεται τὸ τουρνουὰ ἀνεπισήμων ὁμάδων τῆς πόλεως. [200,960,387,996]
athinaiki-sub: Ἄγνωστοι καὶ συνταρακτικαὶ ἀποκαλύψεις ἐπὶ τῇ βάσει αὐθεντικῶν κειμένων καὶ ἀδιαψεύστων στοιχείων [787,1522,1246,1563]
sports-paragraph: ΣΧΟΛΙΚΟΙ ΑΘΛΗΤΙΣΜΟΙ. Ἡ ἐπιτροπὴ σχολικοῦ ἀθλητισμοῦ ἀνακοινώνει τὸ πρόγραμμα τῶν ἀγώνων. [200,910,387,958]
athinaiki-quote-1-by: ΓΟΥΙΛΙΕΛΜΟΣ Β΄, αὐτοκράτωρ τῆς Γερμανίας [1049,1583,1312,1597]
city-paragraph: 5) Ἡ κίνησις τῶν τουριστῶν εἰς τὴν Πόλιν παρουσιάζει σημαντικὴν αὔξησιν. [1335,810,1592,834]
athinaiki-quote-3: «Ἡ Κωνσταντινούπολις ἀνήκει εἰς τὴν Ἁγίαν Ῥωσσίαν καὶ ἡ Θεσσαλονίκη εἰς τὴν Αὐστρίαν» [787,1659,1253,1696]
athinaiki-quote-3-by: Βασίλισσα ΟΛΓΑ [1214,1695,1312,1709]
city-paragraph: Ὁ κ. Κοσμᾶς Θεοδωρίδης ἀνέλαβε τὰ καθήκοντα τοῦ διευθυντοῦ τοῦ Ζωγραφείου. [1335,998,1592,1022]
promotions-paragraph: ΕΙΣ ΟΙΚΟΝΟΜΙΚΟΥΣ ΕΦΟΡΟΥΣ Α΄ ΤΑΞΕΩΣ: Θεοδώρου Ι., Καλογεράκης Κ., Λιάκος Λ., Μαυρίδης Μ., Νικολόπουλος Ν. [963,975,1147,1019]
athinaiki-also: ΕΠΙΣΗΣ ΑΠΟ ΑΥΡΙΟΝ [974,1746,1125,1764]
protest-paragraph: Ἡ ἀντιπροσωπεία ἐζήτησε τὴν ἐπιστροφὴν τῶν κατασχεθέντων ἐγγράφων. [591,151,762,184]
city-paragraph: 4) Ὁ Διοικητὴς τῆς Πόλεως ἐδέχθη ἀντιπροσωπείαν τῆς ἑλληνικῆς μειονότητος. [1335,783,1592,807]
protest-paragraph: Ἡ ἀντιπροσωπεία ἐζήτησε τὴν ἐπιστροφὴν τῶν κατασχεθέντων ἐγγράφων. [591,244,762,277]
eno-se: σέ [656,1259,696,1298]
sports-paragraph: Βαθμολογία μετὰ τὴν πέμπτην ἀγωνιστικήν: Ὀλυμπιακὸς 14, Παναθηναϊκὸς 13, ΑΕΚ 12, Ἄρης 11, ΠΑΟΚ 10, Ἡρακλῆς 9. [4,2136,192,2184]
sports-paragraph: «ΠΑΟΚ» - «ΑΠΟΛΛΩΝ ΚΑΛΑΜΑΡΙΑΣ». Ὁ ἀγὼν θὰ διεξαχθῇ εἰς τὸ γήπεδον Τούμπας. [395,1203,583,1239]
athinaiki-title: ΚΩΝΣΤΑΝΤΙΝΟΣ ΚΑΙ ΣΟΦΙΑ [837,1391,1262,1524]
city-paragraph: Ὁ κ. Κοσμᾶς Θεοδωρίδης ἀνέλαβε τὰ καθήκοντα τοῦ διευθυντοῦ τοῦ Ζωγραφείου. [1335,648,1592,672]
athinaiki-advertisement [772,1247,1327,2282]
sports-paragraph: ΤΟ ΕΝΟΡΙΑΚΟΝ ΠΡΩΤΑΘΛΗΜΑ. Σήμερον ἀρχίζει τὸ ἐνοριακὸν πρωτάθλημα τῆς ΠΣΑΘ μὲ τὴν συμμετοχὴν δεκαὲξ σωματείων. Οἱ ἀγῶνες θὰ διεξαχθοῦν εἰς τὰ γήπεδα τῆς πόλεως. [4,766,192,838]
sports-paragraph: Ὁ «Ἡρακλῆς» θὰ ἀγωνισθῇ εἰς τὸν Βόλον ἐναντίον τῆς «Νίκης». Εἰς τὰς Ἀθήνας ὁ «Παναθηναϊκὸς» συναντᾷ τὸν «Πανιώνιον» καὶ ἡ «ΑΕΚ» τὸν «Ἀπόλλωνα». [4,1176,192,1236]
sports-paragraph: ΠΑΙΔΙΚΑ ΠΡΩΤΑΘΛΗΜΑΤΑ. Συνεχίζονται τὰ παιδικὰ πρωταθλήματα ποδοσφαίρου. [395,1035,583,1071]
athinaiki-terror-5: Οἱ τρεῖς Ἀμερικανοὶ ἐπιστήμονες, μὲ τοὺς ὁποίους συμφωνοῦν ἀπολύτως Σοβιετικοὶ ἐπιστήμονες τοῦ Λένινγκραντ, ἀνεκάλυψαν εἰς θραύσματα ἀεροτίθων προερχομένων ἀπὸ τὸ Διάστημα, ἀπολιθωμένους μικροοργανισμούς, ποὺ δὲν ὑπάρχουν στὴ Γῆ! [787,2033,1272,2100]
sports-paragraph: ΠΡΟΠΟΝΗΣΕΙΣ ΑΡΣΕΩΣ ΒΑΡΩΝ. Αἱ προπονήσεις τῶν ἀρσιβαριστῶν θὰ συνεχισθοῦν εἰς τὸ κλειστὸν γυμναστήριον. [200,1442,387,1490]
sports-paragraph: ΤΑ ΠΡΩΤΑΘΛΗΜΑ ΘΕΣΣΑΛΟΝΙΚΗΣ. Τὸ πρόγραμμα τῶν ἀγώνων τοῦ πρωταθλήματος Θεσσαλονίκης περιλαμβάνει σήμερον τὰς ἑξῆς συναντήσεις: Α΄ κατηγορία: «Ἀλέξανδρος» - «Θερμαϊκός», «Μακεδονικὸς» - «Ἀπόλλων Κ.», «Ἐθνικὸς» - «Ἀστήρ». [200,1113,387,1209]
sports-paragraph: «ΠΑΟΚ» - «ΑΠΟΛΛΩΝ ΚΑΛΑΜΑΡΙΑΣ». Ὁ ἀγὼν θὰ διεξαχθῇ εἰς τὸ γήπεδον Τούμπας. [395,557,583,592]
sports-paragraph: Ο «ΗΡΑΚΛΗΣ» ΕΙΣ ΒΟΛΟΝ. Ἡ ἀποστολὴ τοῦ «Ἡρακλέους» ἀνεχώρησε χθὲς διὰ τὸν Βόλον. [395,1281,583,1317]
sports-paragraph: ΤΟ ΤΟΥΡΝΟΥΑ ΑΝΕΠΙΣΗΜΩΝ. Συνεχίζεται τὸ τουρνουὰ ἀνεπισήμων ὁμάδων τῆς πόλεως. [200,1575,387,1611]
abduction-body: Ὑπὸ τοῦ κ. Κ. ἀπήχθη ἑκουσίως ἡ δεκαοκταετὴς Μ. ἀπὸ τὰ Γιαννιτσά. [591,658,762,680]
athinaiki-terror-3: — Προσπάθεια τῶν Μεγάλων ν' ἀποφευχθῇ νέα παρομοία δοκιμασία. [787,1896,1282,1913]
athinaiki-after: ΜΕΤΑ ΤΗΝ ΚΟΥΒΑ [930,1763,1169,1794]
city-paragraph: 2) Οἱ ἐκπαιδευτικοὶ τῶν ἑλληνικῶν σχολείων ἐζήτησαν αὔξησιν τῶν ἀποδοχῶν των. [1335,729,1592,753]
sports-paragraph: ΤΑ ΠΡΩΤΑΘΛΗΜΑ ΘΕΣΣΑΛΟΝΙΚΗΣ. Τὸ πρόγραμμα τῶν ἀγώνων τοῦ πρωταθλήματος Θεσσαλονίκης περιλαμβάνει σήμερον τὰς ἑξῆς συναντήσεις: Α΄ κατηγορία: «Ἀλέξανδρος» - «Θερμαϊκός», «Μακεδονικὸς» - «Ἀπόλλων Κ.», «Ἐθνικὸς» - «Ἀστήρ». [200,530,387,625]
sanatorium-title: ΟΙ ΑΣΘΕΝΕΙΣ ΤΟΥ ΣΑΝΑΤΟΡΙΟΥ ΔΙΑΜΑΡΤΥΡΟΝΤΑΙ ΔΙΑ ΤΗΝ ΑΝΤΙΚΑΤΑΣΤΑΣΙΝ ΤΟΥ ΧΕΙΡΟΥΡΓΟΥ ΤΟΥ [775,689,1142,724]
sports-section [4,42,583,2236]
insurance-title: ΟΙ ΕΠΙΤΥΧΟΝΤΕΣ ΕΙΣ ΤΟΝ ΔΙΑΓΩΝΙΣΜΟΝ ΤΟΥ ΟΡΓΑΝΙΣΜΟΥ ΓΕΩΡΓΙΚΩΝ ΑΣΦΑΛΙΣΕΩΝ [771,443,1146,482]
eno-tora: Τώρα [625,1218,727,1260]
athinaiki-farmers: ΟΙ ΜΑΚΕΔΟΝΕΣ ΑΓΡΟΤΕΣ ΞΕΡΙΖΩΝΟΥΝ ΚΑΤΑ ΧΙΛΙΑΔΕΣ ΤΑ ΚΑΡΠΟΦΟΡΑ ΔΕΝΔΡΑ [817,2121,1282,2161]
sports-paragraph: ΣΥΝΕΔΡΙΑΣΙΣ ΣΩΜΑΤΕΙΩΝ. Τὰ σωματεῖα τῆς ΕΠΣΜ θὰ συνέλθουν τὴν προσεχῆ Τρίτην. [395,673,583,709]
city-paragraph: Γάμοι: Ὁ κ. Π. Δημητρίου μετὰ τῆς δίδος Μ. Παπαδοπούλου. [1335,1079,1592,1103]
eno-brand: ENO [591,1615,764,1705]
serres-body: ΣΕΡΡΑΙ, 17. — Σοβαρὸν δυστύχημα συνέβη χθὲς εἰς ἐργοστάσιον τῆς πόλεως, θῦμα τοῦ ὁποίου ὑπῆρξεν ἐργάτης. [1153,963,1327,1007]
sports-paragraph: ΕΙΣ ΚΟΖΑΝΗΝ. Ἡ τοπικὴ ὁμὰς θὰ ἀγωνισθῇ ἐναντίον τῆς ὁμάδος τῆς Πτολεμαΐδος. [200,781,387,817]
athinaiki-intro: Ἡ ἀληθινὴ ἱστορία ποὺ πρέπει νὰ μάθῃ ὁ ἑλληνικὸς λαός: [787,1345,1262,1390]
city-paragraph: 6) Ὁ σύλλογος τῶν Κωνσταντινουπολιτῶν διοργανώνει χορὸν εὐεργετικόν. [1335,340,1592,364]
agno-title: ΔΙΑΜΑΡΤΥΡΕΤΑΙ ΤΟ ΠΡΟΣΩΠΙΚΟΝ ΤΟΥ ΑΓΝΟ [591,686,762,719]
sports-lead: — Ὁ «Παναθηναϊκὸς» συναντᾷ τὸν «Πανιώνιον» — Ἡ «ΑΕΚ» τὸν «Ἀπόλλωνα» Ἀθηνῶν — Ὁ «Πειραιεὺς» τὸ «Αἰγάλεω» — Ὁ «Ἐθνικὸς» τὸν «Σουρῆν» — Αἱ συναντήσεις τοῦ πρωταθλήματος Β΄ Ἐθνικῆς κατηγορίας — Ἄρχίζει σήμερον τὸ ἐνοριακὸν πρωτάθλημα ΠΣΑΘ — Τὸ πρωτάθλημα Θεσσαλονίκης — Οἱ ἀγῶνες καλαθοσφαίρας καὶ πετοσφαίρας — Αἱ φιλικαὶ συναντήσεις τῆς πόλεως καὶ τῶν ἐπαρχιῶν — Αἱ σημεριναὶ ἐξορμήσεις τῶν ἀγαθῶν Θεσσαλονίκης — Αἱ κινήσεις τῶν σκακιστῶν — Προσκλήσεις σωματείων — Πανέλληνα ἀθλητικὰ νέα. [8,287,579,370]
athinaiki-top: Ἀπὸ αὔριον Δευτέραν εἰς τὴν 12σέλιδον [845,1258,1254,1282]
sports-paragraph: Ο «ΗΡΑΚΛΗΣ» ΕΙΣ ΒΟΛΟΝ. Ἡ ἀποστολὴ τοῦ «Ἡρακλέους» ἀνεχώρησε χθὲς διὰ τὸν Βόλον. [395,634,583,670]
sports-paragraph: ΜΑΚΕΔΟΝΙΚΟΣ ΟΜΙΛΟΣ. Ἡ διοίκησις τοῦ ὁμίλου καλεῖ τὰ μέλη εἰς γενικὴν συνέλευσιν. [395,919,583,955]
sports-paragraph: «ΕΘΝΙΚΟΣ ΑΣΤΗΡ» - «ΚΟΛΟΚΟΤΡΩΝΗΣ». Ὁ ἀγὼν θὰ διεξαχθῇ εἰς τὸ γήπεδον τῆς Καλαμαριᾶς τὴν 10ην πρωινήν. [200,730,387,778]
mini-body: ΣΙΚΑΓΟΝ, 17. — Ἀναρρώνει ἡ μικρὰ ἡ ὁποία ὑπέστη λεπτοτάτην ἐγχείρησιν εἰς τὴν καρδίαν ὑπὸ ὁμάδος χειρουργῶν. [1153,683,1327,727]
sports-paragraph: «ΑΡΗΣ» - «ΟΛΥΜΠΙΑΚΟΣ». Ἡ ὁμὰς τοῦ «Ἄρη» θὰ παρατάξῃ τοὺς καλυτέρους παίκτας της. Ὁ ἀγὼν θὰ ἀρχίσῃ εἰς τὰς 3 μ.μ. [395,1113,583,1161]
sports-paragraph: ΕΥΧΑΡΙΣΤΗΡΙΑ. Ὁ σύλλογος εὐχαριστεῖ θερμῶς τοὺς ὑποστηρικτάς του. [395,751,583,787]
sports-paragraph: Ὁ «Ἡρακλῆς» θὰ ἀγωνισθῇ εἰς τὸν Βόλον ἐναντίον τῆς «Νίκης». Εἰς τὰς Ἀθήνας ὁ «Παναθηναϊκὸς» συναντᾷ τὸν «Πανιώνιον» καὶ ἡ «ΑΕΚ» τὸν «Ἀπόλλωνα». [4,1625,192,1685]
city-paragraph: Ἀρραβῶνες: Ὁ κ. Α. Γεωργίου μετὰ τῆς δίδος Ε. Νικολάου. [1335,864,1592,888]
athinaiki-quote-2: «Οἱ βασιλόπαιδες εἶναι χαμαλάδες, εἶναι τραμπούκοι, εἶναι θλάκες!» [787,1602,1279,1641]
middle-news [770,435,1147,1233]
sports-paragraph: Οἱ ἀγῶνες τοῦ πρωταθλήματος Β΄ Ἐθνικῆς κατηγορίας θὰ διεξαχθοῦν εἰς ὅλα τὰ γήπεδα τῆς χώρας. Ὁ «Πειραιεὺς» θὰ ἀντιμετωπίσῃ τὸ «Αἰγάλεω» καὶ ὁ «Ἐθνικὸς» τὸν «Σουρῆν». [4,640,192,712]
mini-body: ΣΙΚΑΓΟΝ, 17. — Ἀναρρώνει ἡ μικρὰ ἡ ὁποία ὑπέστη λεπτοτάτην ἐγχείρησιν εἰς τὴν καρδίαν ὑπὸ ὁμάδος χειρουργῶν. [1153,636,1327,680]
sports-paragraph: Ο «ΗΡΑΚΛΗΣ» ΕΙΣ ΒΟΛΟΝ. Ἡ ἀποστολὴ τοῦ «Ἡρακλέους» ἀνεχώρησε χθὲς διὰ τὸν Βόλον. [395,958,583,993]
agno-body: Τὸ προσωπικὸν τῆς ἑταιρείας ΑΓΝΟ διαμαρτύρεται διὰ τὴν ἀπόλυσιν συναδέλφων του. [591,758,762,791]
city-paragraph: 5) Ἡ κίνησις τῶν τουριστῶν εἰς τὴν Πόλιν παρουσιάζει σημαντικὴν αὔξησιν. [1335,313,1592,337]
antarctic-title: ΝΕΑ ΡΩΣΣΙΚΗ ΑΠΟΣΤΟΛΗ ΕΙΣ ΤΗΝ ΑΝΤΑΡΚΤΙΚΗΝ [1153,733,1327,766]
sports-paragraph: ΤΑ «ΑΝΕΠΙΣΗΜΑ». Αἱ φιλικαὶ συναντήσεις τῶν ὁμάδων τῆς πόλεως θὰ διεξαχθοῦν κατὰ τὰς πρωινὰς ὥρας. [200,1263,387,1311]
city-paragraph: 3) Αἱ ἑλληνικαὶ κοινότητες τῆς Πόλεως προετοιμάζουν τὰς ἑορτὰς τῶν Χριστουγέννων. [1335,259,1592,283]
eno-package-illustration [591,1339,762,1568]
provincial-news-heading: ΕΠΑΡΧΙΑΚΑΙ ΕΙΔΗΣΕΙΣ [200,1547,387,1571]
sports-paragraph: Τὸ πρωτάθλημα τῆς Α΄ Ἐθνικῆς κατηγορίας συνεχίζεται σήμερον μὲ τὰς συναντήσεις τῆς ἕκτης ἀγωνιστικῆς ἡμέρας. Κατὰ τὰς ἀπογευματινὰς ὥρας θὰ διεξαχθοῦν εἰς τὴν Θεσσαλονίκην αἱ συναντήσεις τῶν ὁμάδων «Ἄρης» - «Ὀλυμπιακὸς» καὶ «ΠΑΟΚ» - «Ἀπόλλων Καλαμαριᾶς». [4,467,192,575]
sports-paragraph: ΤΟ ΕΝΟΡΙΑΚΟΝ ΠΡΩΤΑΘΛΗΜΑ. Σήμερον ἀρχίζει τὸ ἐνοριακὸν πρωτάθλημα τῆς ΠΣΑΘ μὲ τὴν συμμετοχὴν δεκαὲξ σωματείων. Οἱ ἀγῶνες θὰ διεξαχθοῦν εἰς τὰ γήπεδα τῆς πόλεως. [4,1550,192,1622]
